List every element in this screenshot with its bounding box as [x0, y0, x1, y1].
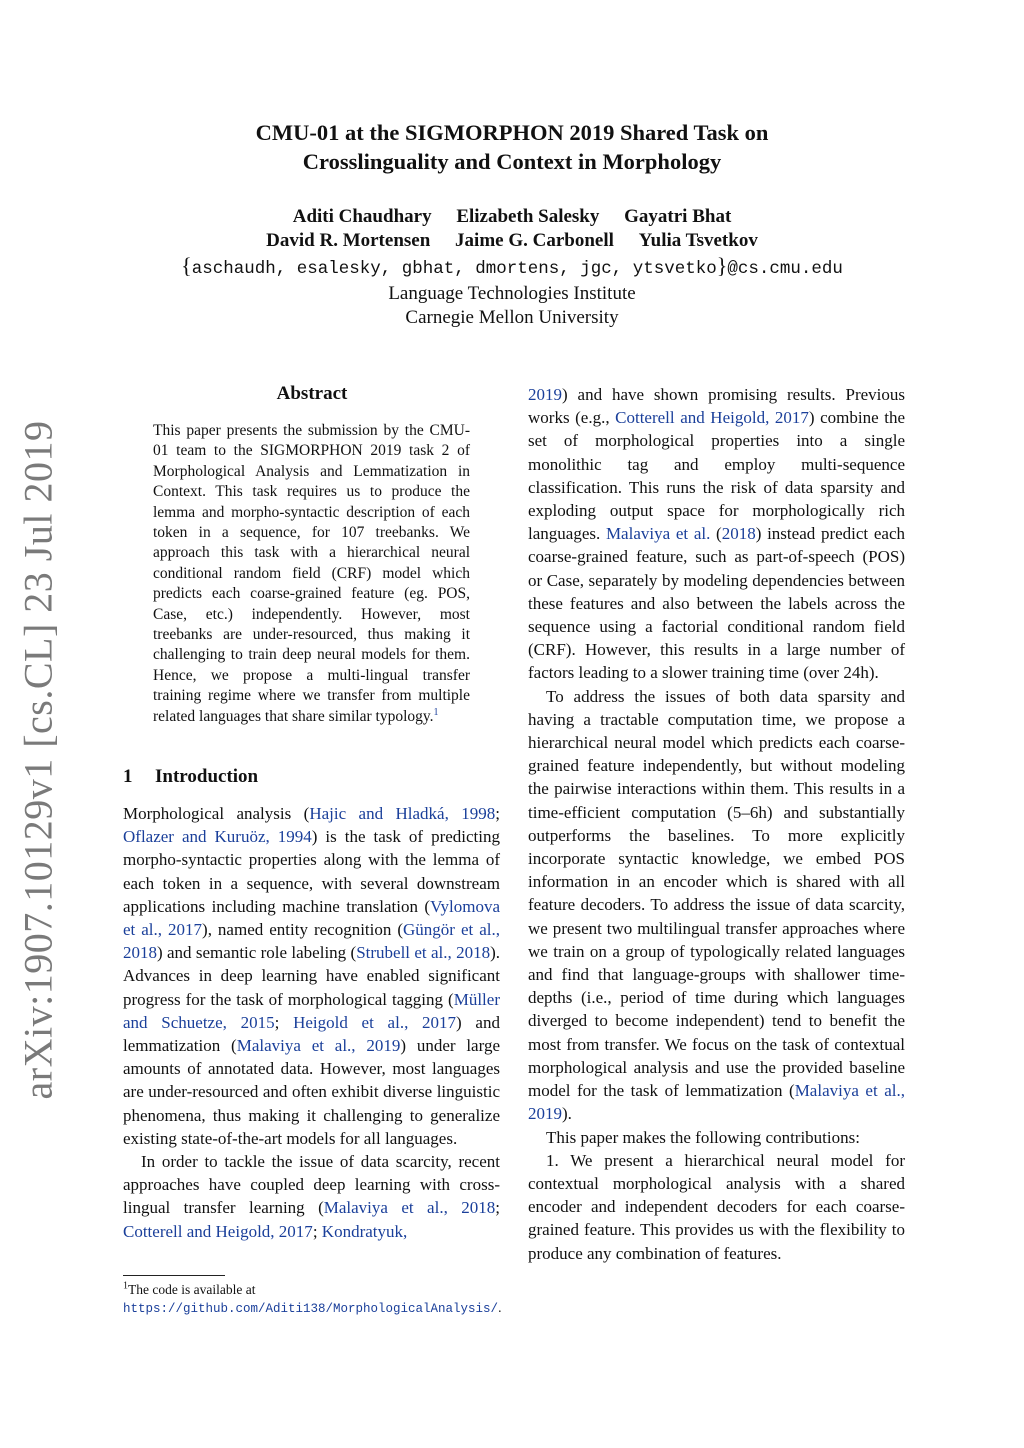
paragraph-text: ), named entity recognition ( [202, 920, 404, 940]
paragraph-text: ) is the task of predicting morpho-syntactic properties along with the lemma of each token in a sequence, with several downstream applications including machine translation ( [123, 827, 500, 916]
paragraph [123, 1150, 500, 1243]
paragraph-text: In order to tackle the issue of data scarcity, recent approaches have coupled deep learning with cross-lingual transfer learning ( [123, 1152, 500, 1218]
section-heading [123, 766, 258, 788]
footnote-end: . [498, 1300, 502, 1315]
paragraph-text: Morphological analysis ( [123, 804, 310, 823]
paragraph-text: To address the issues of both data sparsity and having a tractable computation time, we propose a hierarchical neural model which predicts each coarse-grained feature independently, but without modeling the pairwise interactions within them. This results in a time-efficient computation (5–6h) and substantially outperforms the baselines. To more explicitly incorporate syntactic knowledge, we embed POS information in an encoder which is shared with all feature decoders. To address the issue of data scarcity, we present two multilingual transfer approaches where we train on a group of typologically related languages and find that language-groups with shallower time-depths (i.e., period of time during which languages diverged to become independent) tend to benefit the most from transfer. We focus on the task of contextual morphological analysis and use the provided baseline model for the task of lemmatization ( [528, 686, 905, 1101]
abstract-body [153, 421, 470, 727]
paragraph-text: ; [495, 1198, 500, 1218]
citation-link[interactable]: Malaviya et al., 2018 [323, 1198, 496, 1218]
author-name: Gayatri Bhat [624, 206, 732, 227]
citation-link[interactable]: Oflazer and Kuruöz, 1994 [123, 827, 312, 847]
paragraph [528, 383, 905, 685]
institute: Language Technologies Institute [388, 283, 636, 304]
author-name: Aditi Chaudhary [292, 206, 432, 227]
paragraph-text: ; [312, 1221, 322, 1241]
citation-link[interactable]: Cotterell and Heigold, 2017 [123, 1221, 313, 1241]
author-name: Elizabeth Salesky [456, 206, 600, 227]
paragraph [528, 685, 905, 1126]
paragraph-text: ). Advances in deep learning have enabled significant progress for the task of morphological tagging ( [123, 943, 500, 1009]
section-number: 1 [123, 766, 133, 787]
arxiv-sidebar [8, 420, 68, 1100]
author-row-2 [0, 229, 1024, 253]
author-row-1 [0, 205, 1024, 229]
left-column-body [123, 802, 500, 1243]
paragraph: This paper makes the following contributions: [546, 1127, 860, 1147]
citation-link[interactable]: Müller and Schuetze, 2015 [123, 989, 500, 1032]
email-domain: @cs.cmu.edu [727, 259, 843, 279]
footnote-mark[interactable]: 1 [433, 706, 439, 718]
footnote-text: The code is available at [128, 1282, 256, 1297]
author-emails: {aschaudh, esalesky, gbhat, dmortens, jgc, ytsvetko}@cs.cmu.edu [181, 253, 843, 279]
author-block [0, 205, 1024, 330]
citation-link[interactable]: Malaviya et al., 2019 [528, 1081, 905, 1124]
paragraph-text: ; [495, 804, 501, 823]
paragraph-text: ) and have shown promising results. Previous works (e.g., [528, 385, 905, 428]
citation-link[interactable]: Vylomova et al., 2017 [123, 896, 500, 940]
abstract-heading: Abstract [276, 383, 348, 404]
paragraph-text: ( [710, 524, 722, 544]
paragraph [123, 802, 500, 1150]
paragraph-text: ; [274, 1012, 294, 1032]
citation-link[interactable]: Hajic and Hladká, 1998 [309, 804, 496, 823]
university: Carnegie Mellon University [405, 307, 619, 328]
citation-link[interactable]: 2018 [721, 524, 756, 544]
footnote [123, 1281, 503, 1318]
citation-link[interactable]: 2019 [528, 385, 562, 404]
paragraph-text: ) instead predict each coarse-grained feature, such as part-of-speech (POS) or Case, separately by modeling dependencies between these features and also between the labels across the sequence using a factorial conditional random field (CRF). However, this results in a large number of factors leading to a slower training time (over 24h). [528, 524, 905, 683]
author-name: Jaime G. Carbonell [455, 230, 614, 251]
paragraph-text: ). [562, 1104, 572, 1124]
citation-link[interactable]: Malaviya et al. [605, 524, 711, 544]
author-name: David R. Mortensen [266, 230, 431, 251]
citation-link[interactable]: Malaviya et al., 2019 [236, 1036, 401, 1056]
footnote-url-link[interactable]: https://github.com/Aditi138/MorphologicalAnalysis/ [123, 1302, 499, 1316]
title-line-2: Crosslinguality and Context in Morphology [302, 149, 722, 174]
section-title: Introduction [155, 766, 259, 787]
email-list: aschaudh, esalesky, gbhat, dmortens, jgc, ytsvetko [191, 259, 717, 279]
paragraph-text: ) and lemmatization ( [123, 1012, 500, 1056]
author-name: Yulia Tsvetkov [638, 230, 758, 251]
paragraph-text: ) under large amounts of annotated data. However, most languages are under-resourced and often exhibit diverse linguistic phenomena, thus making it challenging to generalize existing state-of-the-art models for all languages. [123, 1036, 500, 1148]
paper-title [0, 118, 1024, 176]
arxiv-identifier: arXiv:1907.10129v1 [cs.CL] 23 Jul 2019 [15, 420, 61, 1100]
paragraph-text: ) and semantic role labeling ( [157, 943, 357, 963]
citation-link[interactable]: Heigold et al., 2017 [293, 1012, 457, 1032]
footnote-rule [123, 1275, 225, 1276]
footnote-number: 1 [123, 1280, 128, 1292]
citation-link[interactable]: Güngör et al., 2018 [123, 920, 500, 963]
citation-link[interactable]: Cotterell and Heigold, 2017 [615, 408, 809, 428]
paragraph: 1. We present a hierarchical neural model for contextual morphological analysis with a shared encoder and independent decoders for each coarse-grained feature. This provides us with the flexibility to produce any combination of features. [528, 1150, 905, 1263]
right-column-body [528, 383, 905, 1265]
abstract-text: This paper presents the submission by the CMU-01 team to the SIGMORPHON 2019 task 2 of Morphological Analysis and Lemmatization in Context. This task requires us to produce the lemma and morpho-syntactic description of each token in a sequence, for 107 treebanks. We approach this task with a hierarchical neural conditional random field (CRF) model which predicts each coarse-grained feature (eg. POS, Case, etc.) independently. However, most treebanks are under-resourced, thus making it challenging to train deep neural models for them. Hence, we propose a multi-lingual transfer training regime where we transfer from multiple related languages that share similar typology. [153, 422, 470, 725]
citation-link[interactable]: Strubell et al., 2018 [356, 943, 491, 963]
title-line-1: CMU-01 at the SIGMORPHON 2019 Shared Task on [255, 120, 769, 145]
paragraph-text: ) combine the set of morphological properties into a single monolithic tag and employ multi-sequence classification. This runs the risk of data sparsity and exploding output space for morphologically rich languages. [528, 408, 905, 544]
citation-link[interactable]: Kondratyuk, [321, 1221, 408, 1241]
